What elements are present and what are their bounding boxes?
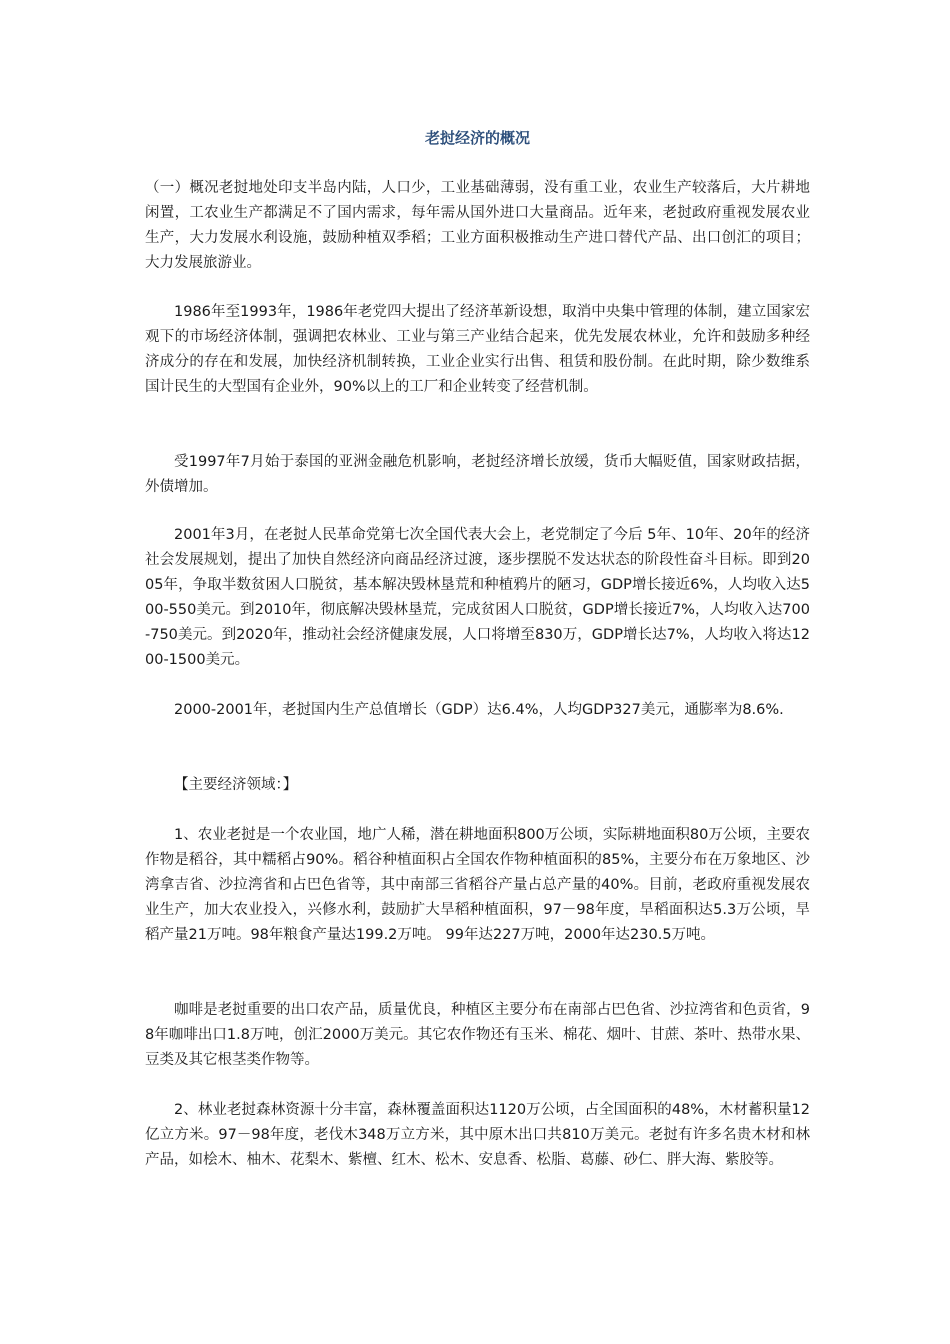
paragraph-forestry: 2、林业老挝森林资源十分丰富，森林覆盖面积达1120万公顷，占全国面积的48%，木材蓄积量12亿立方米。97－98年度，老伐木348万立方米，其中原木出口共810万美元。老挝有许多名贵木材和林产品，如桧木、柚木、花梨木、紫檀、红木、松木、安息香、松脂、葛藤、砂仁、胖大海、紫胶等。 <box>145 1102 810 1168</box>
paragraph-gdp-2000: 2000-2001年，老挝国内生产总值增长（GDP）达6.4%，人均GDP327美元，通膨率为8.6%. <box>174 702 784 718</box>
paragraph-agriculture: 1、农业老挝是一个农业国，地广人稀，潜在耕地面积800万公顷，实际耕地面积80万公顷，主要农作物是稻谷，其中糯稻占90%。稻谷种植面积占全国农作物种植面积的85%，主要分布在万象地区、沙湾拿吉省、沙拉湾省和占巴色省等，其中南部三省稻谷产量占总产量的40%。目前，老政府重视发展农业生产，加大农业投入，兴修水利，鼓励扩大旱稻种植面积，97－98年度，旱稻面积达5.3万公顷，旱稻产量21万吨。98年粮食产量达199.2万吨。 99年达227万吨，2000年达230.5万吨。 <box>145 827 810 943</box>
paragraph-coffee: 咖啡是老挝重要的出口农产品，质量优良，种植区主要分布在南部占巴色省、沙拉湾省和色贡省，98年咖啡出口1.8万吨，创汇2000万美元。其它农作物还有玉米、棉花、烟叶、甘蔗、茶叶、热带水果、豆类及其它根茎类作物等。 <box>145 1002 810 1068</box>
paragraph-plan-2001: 2001年3月，在老挝人民革命党第七次全国代表大会上，老党制定了今后 5年、10年、20年的经济社会发展规划，提出了加快自然经济向商品经济过渡，逐步摆脱不发达状态的阶段性奋斗目标。即到2005年，争取半数贫困人口脱贫，基本解决毁林垦荒和种植鸦片的陋习，GDP增长接近6%，人均收入达500-550美元。到2010年，彻底解决毁林垦荒，完成贫困人口脱贫，GDP增长接近7%，人均收入达700-750美元。到2020年，推动社会经济健康发展，人口将增至830万，GDP增长达7%，人均收入将达1200-1500美元。 <box>145 527 810 668</box>
paragraph-overview: （一）概况老挝地处印支半岛内陆，人口少，工业基础薄弱，没有重工业，农业生产较落后，大片耕地闲置，工农业生产都满足不了国内需求，每年需从国外进口大量商品。近年来，老挝政府重视发展农业生产，大力发展水利设施，鼓励种植双季稻；工业方面积极推动生产进口替代产品、出口创汇的项目；大力发展旅游业。 <box>145 180 810 271</box>
paragraph-financial-crisis: 受1997年7月始于泰国的亚洲金融危机影响，老挝经济增长放缓，货币大幅贬值，国家财政拮据，外债增加。 <box>145 454 810 495</box>
document-title: 老挝经济的概况 <box>424 129 530 147</box>
section-heading-economic-sectors: 【主要经济领域：】 <box>174 777 298 793</box>
paragraph-reform-1986: 1986年至1993年，1986年老党四大提出了经济革新设想，取消中央集中管理的体制，建立国家宏观下的市场经济体制，强调把农林业、工业与第三产业结合起来，优先发展农林业，允许和鼓励多种经济成分的存在和发展，加快经济机制转换，工业企业实行出售、租赁和股份制。在此时期，除少数维系国计民生的大型国有企业外，90%以上的工厂和企业转变了经营机制。 <box>145 304 810 395</box>
